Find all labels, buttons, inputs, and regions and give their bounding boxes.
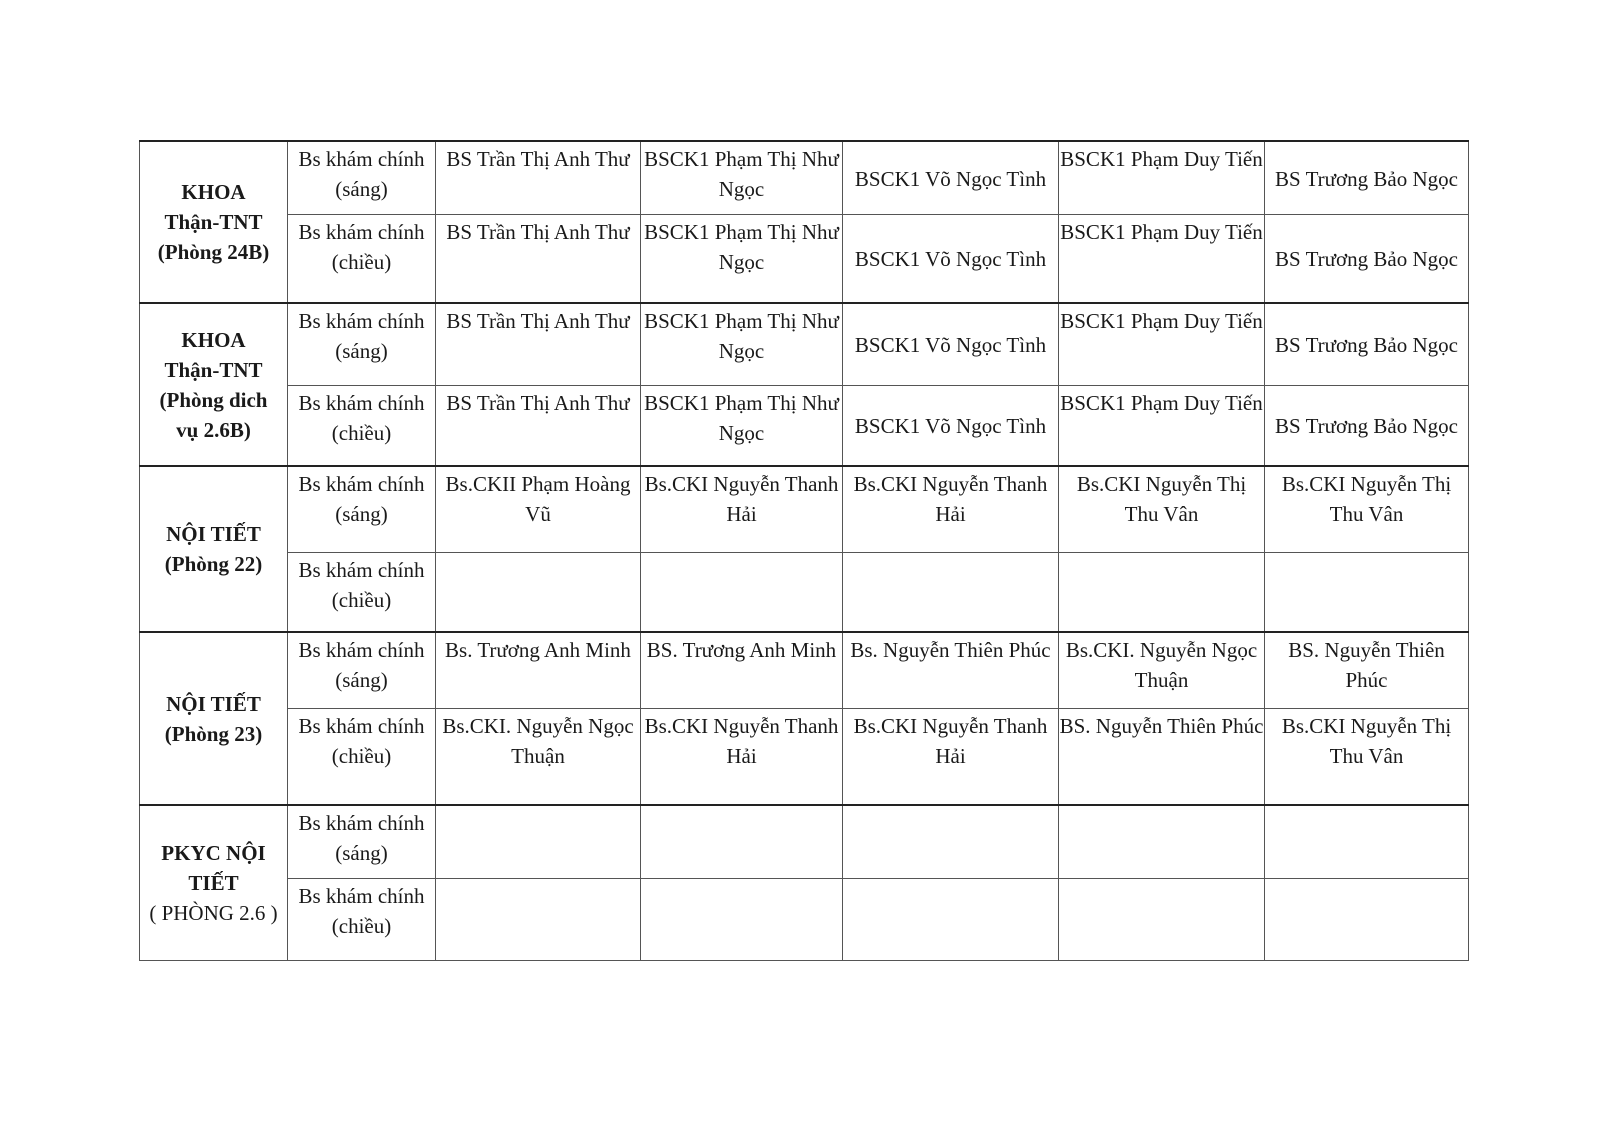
table-row bbox=[140, 632, 1469, 708]
doctor-cell: BS Trần Thị Anh Thư bbox=[436, 214, 641, 303]
table-row bbox=[140, 805, 1469, 878]
session-cell: Bs khám chính (sáng) bbox=[288, 466, 436, 552]
table-row bbox=[140, 878, 1469, 960]
table-row bbox=[140, 552, 1469, 632]
doctor-cell: BSCK1 Phạm Thị Như Ngọc bbox=[641, 385, 843, 466]
doctor-cell bbox=[436, 878, 641, 960]
table-row bbox=[140, 141, 1469, 214]
doctor-cell: BS. Nguyễn Thiên Phúc bbox=[1059, 708, 1265, 805]
department-line: NỘI TIẾT bbox=[166, 522, 261, 546]
doctor-cell: Bs.CKI Nguyễn Thanh Hải bbox=[641, 466, 843, 552]
doctor-cell: BS Trần Thị Anh Thư bbox=[436, 141, 641, 214]
session-cell: Bs khám chính (sáng) bbox=[288, 303, 436, 385]
table-row bbox=[140, 466, 1469, 552]
doctor-cell: Bs.CKI Nguyễn Thanh Hải bbox=[843, 708, 1059, 805]
doctor-cell: BSCK1 Võ Ngọc Tình bbox=[843, 214, 1059, 303]
table-row bbox=[140, 214, 1469, 303]
department-line: Thận-TNT bbox=[164, 357, 263, 382]
doctor-cell: BSCK1 Phạm Thị Như Ngọc bbox=[641, 303, 843, 385]
department-line: ( PHÒNG 2.6 ) bbox=[149, 900, 278, 925]
department-cell bbox=[140, 141, 288, 303]
doctor-cell: BS Trần Thị Anh Thư bbox=[436, 385, 641, 466]
doctor-cell bbox=[1059, 552, 1265, 632]
doctor-cell: BSCK1 Phạm Duy Tiến bbox=[1059, 141, 1265, 214]
doctor-cell: Bs.CKI Nguyễn Thanh Hải bbox=[641, 708, 843, 805]
doctor-cell: BSCK1 Phạm Duy Tiến bbox=[1059, 214, 1265, 303]
doctor-cell bbox=[641, 805, 843, 878]
department-line: NỘI TIẾT bbox=[166, 691, 261, 716]
department-cell bbox=[140, 466, 288, 632]
department-cell bbox=[140, 303, 288, 466]
doctor-cell: Bs.CKII Phạm Hoàng Vũ bbox=[436, 466, 641, 552]
doctor-cell: Bs.CKI. Nguyễn Ngọc Thuận bbox=[436, 708, 641, 805]
doctor-cell: Bs.CKI Nguyễn Thị Thu Vân bbox=[1265, 708, 1469, 805]
session-cell: Bs khám chính (sáng) bbox=[288, 632, 436, 708]
session-cell: Bs khám chính (chiều) bbox=[288, 552, 436, 632]
doctor-cell bbox=[1265, 805, 1469, 878]
doctor-cell: Bs. Nguyễn Thiên Phúc bbox=[843, 632, 1059, 708]
table-row bbox=[140, 303, 1469, 385]
doctor-cell: BSCK1 Võ Ngọc Tình bbox=[843, 303, 1059, 385]
doctor-cell bbox=[641, 878, 843, 960]
doctor-cell: Bs.CKI Nguyễn Thị Thu Vân bbox=[1265, 466, 1469, 552]
doctor-cell: Bs. Trương Anh Minh bbox=[436, 632, 641, 708]
session-cell: Bs khám chính (sáng) bbox=[288, 141, 436, 214]
department-cell bbox=[140, 805, 288, 960]
doctor-cell: BSCK1 Võ Ngọc Tình bbox=[843, 385, 1059, 466]
doctor-cell: BSCK1 Phạm Duy Tiến bbox=[1059, 385, 1265, 466]
doctor-cell bbox=[1059, 878, 1265, 960]
session-cell: Bs khám chính (chiều) bbox=[288, 708, 436, 805]
doctor-cell: BS. Nguyễn Thiên Phúc bbox=[1265, 632, 1469, 708]
department-line: KHOA bbox=[181, 327, 246, 352]
department-line: vụ 2.6B) bbox=[176, 417, 251, 442]
session-cell: Bs khám chính (chiều) bbox=[288, 385, 436, 466]
doctor-cell bbox=[641, 552, 843, 632]
doctor-cell: BSCK1 Phạm Thị Như Ngọc bbox=[641, 141, 843, 214]
department-line: Thận-TNT bbox=[164, 210, 263, 234]
session-cell: Bs khám chính (chiều) bbox=[288, 878, 436, 960]
doctor-cell bbox=[843, 878, 1059, 960]
doctor-cell: BS Trương Bảo Ngọc bbox=[1265, 385, 1469, 466]
doctor-cell bbox=[843, 805, 1059, 878]
session-cell: Bs khám chính (sáng) bbox=[288, 805, 436, 878]
doctor-cell: BS Trần Thị Anh Thư bbox=[436, 303, 641, 385]
department-line: (Phòng dich bbox=[159, 387, 268, 412]
doctor-cell bbox=[436, 805, 641, 878]
department-line: (Phòng 22) bbox=[164, 552, 263, 576]
doctor-cell bbox=[843, 552, 1059, 632]
table-row bbox=[140, 385, 1469, 466]
department-line: (Phòng 23) bbox=[164, 721, 263, 746]
department-cell bbox=[140, 632, 288, 805]
department-line: KHOA bbox=[181, 180, 246, 204]
session-cell: Bs khám chính (chiều) bbox=[288, 214, 436, 303]
table-row bbox=[140, 708, 1469, 805]
schedule-table bbox=[139, 140, 1469, 961]
doctor-cell: BSCK1 Võ Ngọc Tình bbox=[843, 141, 1059, 214]
department-line: TIẾT bbox=[188, 870, 239, 895]
doctor-cell: BSCK1 Phạm Duy Tiến bbox=[1059, 303, 1265, 385]
doctor-cell bbox=[436, 552, 641, 632]
doctor-cell: BS. Trương Anh Minh bbox=[641, 632, 843, 708]
doctor-cell bbox=[1265, 552, 1469, 632]
doctor-cell: BSCK1 Phạm Thị Như Ngọc bbox=[641, 214, 843, 303]
doctor-cell: BS Trương Bảo Ngọc bbox=[1265, 303, 1469, 385]
doctor-cell: Bs.CKI. Nguyễn Ngọc Thuận bbox=[1059, 632, 1265, 708]
doctor-cell bbox=[1265, 878, 1469, 960]
department-line: PKYC NỘI bbox=[161, 840, 266, 865]
doctor-cell: BS Trương Bảo Ngọc bbox=[1265, 214, 1469, 303]
doctor-cell: BS Trương Bảo Ngọc bbox=[1265, 141, 1469, 214]
doctor-cell bbox=[1059, 805, 1265, 878]
doctor-cell: Bs.CKI Nguyễn Thị Thu Vân bbox=[1059, 466, 1265, 552]
doctor-cell: Bs.CKI Nguyễn Thanh Hải bbox=[843, 466, 1059, 552]
department-line: (Phòng 24B) bbox=[157, 240, 270, 264]
